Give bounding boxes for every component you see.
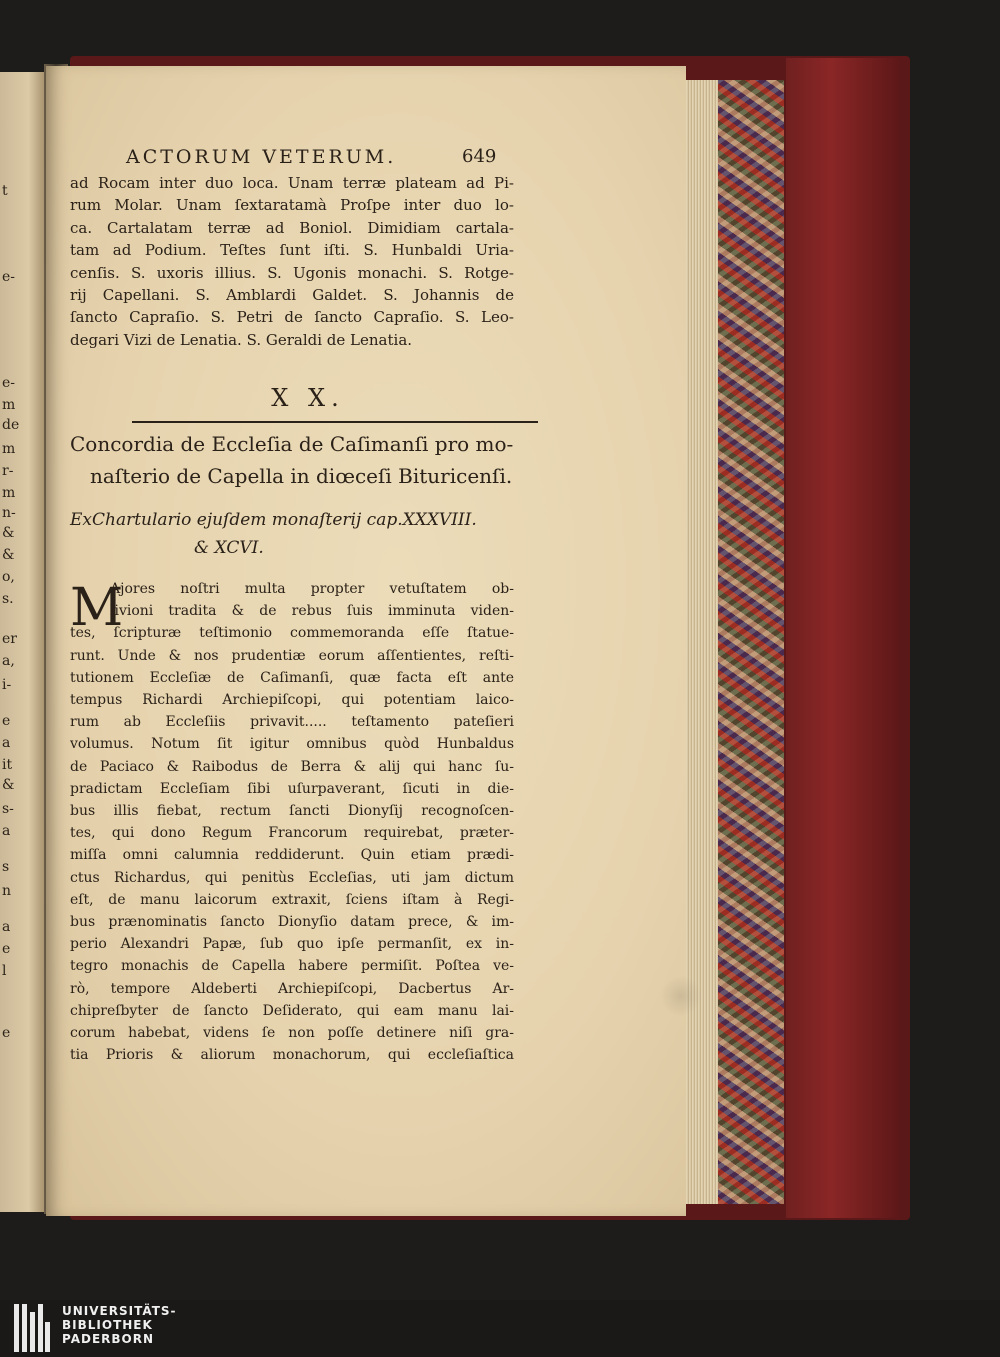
text-line: tempus Richardi Archiepiſcopi, qui potentiam laico-	[70, 692, 514, 709]
left-page-fragment: n-	[2, 505, 16, 521]
left-page-fragment: e-	[2, 269, 16, 285]
page-number: 649	[462, 146, 497, 167]
text-line: perio Alexandri Papæ, ſub quo ipſe permanſit, ex in-	[70, 936, 514, 953]
source-note	[70, 506, 526, 562]
left-page-fragment: e	[2, 941, 11, 957]
left-page-fragment: m	[2, 441, 16, 457]
left-page-fragment: a,	[2, 653, 15, 669]
text-line: cenſis. S. uxoris illius. S. Ugonis monachi. S. Rotge-	[70, 263, 514, 282]
text-line: tia Prioris & aliorum monachorum, qui eccleſiaſtica	[70, 1047, 514, 1064]
left-page-fragment: e-	[2, 375, 16, 391]
paragraph-1	[70, 172, 514, 351]
source-line: ExChartulario ejuſdem monaſterij cap.XXXVIII.	[70, 510, 477, 530]
text-line: miſſa omni calumnia reddiderunt. Quin etiam prædi-	[70, 847, 514, 864]
left-page-fragment: a	[2, 823, 11, 839]
left-page-fragment: o,	[2, 569, 15, 585]
text-line: ſancto Capraſio. S. Petri de ſancto Capraſio. S. Leo-	[70, 308, 514, 327]
section-title	[70, 428, 526, 492]
library-name-line: PADERBORN	[62, 1332, 155, 1346]
section-divider	[132, 421, 538, 423]
library-name-line: BIBLIOTHEK	[62, 1318, 153, 1332]
left-page-fragment: t	[2, 183, 8, 199]
left-page-fragment: m	[2, 485, 16, 501]
text-line: tam ad Podium. Teſtes ſunt iſti. S. Hunbaldi Uria-	[70, 241, 514, 260]
text-line: rum ab Eccleſiis privavit..... teſtamento pateſieri	[70, 714, 514, 731]
left-page-fragment: a	[2, 735, 11, 751]
left-page-fragment: &	[2, 777, 15, 793]
drop-cap: M	[70, 578, 124, 638]
library-name	[62, 1304, 177, 1346]
text-line: bus illis fiebat, rectum ſancti Dionyſij recognoſcen-	[70, 803, 514, 820]
title-line: naſterio de Capella in diœceſi Bituricenſi.	[90, 464, 513, 488]
text-line: tes, qui dono Regum Francorum requirebat, præter-	[70, 825, 514, 842]
text-line: degari Vizi de Lenatia. S. Geraldi de Lenatia.	[70, 330, 413, 349]
text-line: runt. Unde & nos prudentiæ eorum aſſentientes, reſti-	[70, 647, 514, 664]
right-page	[46, 66, 686, 1216]
left-page-fragment: i-	[2, 677, 12, 693]
text-line: ad Rocam inter duo loca. Unam terræ plateam ad Pi-	[70, 174, 514, 192]
left-page-fragment: er	[2, 631, 17, 647]
running-head: ACTORUM VETERUM.	[126, 146, 397, 168]
faint-stamp-mark	[660, 976, 702, 1016]
library-name-line: UNIVERSITÄTS-	[62, 1304, 177, 1318]
left-page-fragment: a	[2, 919, 11, 935]
text-line: rò, tempore Aldeberti Archiepiſcopi, Dacbertus Ar-	[70, 980, 514, 997]
text-line: rij Capellani. S. Amblardi Galdet. S. Johannis de	[70, 286, 514, 305]
text-line: tegro monachis de Capella habere permiſit. Poſtea ve-	[70, 958, 514, 975]
section-number: X X.	[271, 384, 345, 412]
left-page-fragment: r-	[2, 463, 14, 479]
left-page-fragment: &	[2, 525, 15, 541]
left-page-fragment: l	[2, 963, 7, 979]
left-page-fragment: it	[2, 757, 13, 773]
left-page-fragment: e	[2, 1025, 11, 1041]
text-line: chipreſbyter de ſancto Deſiderato, qui eam manu lai-	[70, 1002, 514, 1019]
page-fore-edge	[684, 80, 718, 1204]
left-page-fragment: m	[2, 397, 16, 413]
text-line: tes, ſcripturæ teſtimonio commemoranda eſſe ſtatue-	[70, 625, 514, 642]
text-line: volumus. Notum ſit igitur omnibus quòd Hunbaldus	[70, 736, 514, 753]
library-logo-icon	[14, 1304, 50, 1352]
left-page-fragment: s.	[2, 591, 14, 607]
marbled-endpaper	[716, 80, 784, 1204]
text-line: eſt, de manu laicorum extraxit, ſciens iſtam à Regi-	[70, 891, 514, 908]
text-line: tutionem Eccleſiæ de Caſimanſi, quæ facta eſt ante	[70, 669, 514, 686]
left-page-fragment: s	[2, 859, 10, 875]
text-line: Ajores noſtri multa propter vetuſtatem ob-	[110, 581, 514, 597]
text-line: rum Molar. Unam ſextaratamà Proſpe inter duo lo-	[70, 196, 514, 215]
text-line: livioni tradita & de rebus ſuis imminuta viden-	[110, 603, 514, 620]
text-line: ca. Cartalatam terræ ad Boniol. Dimidiam cartala-	[70, 218, 514, 237]
text-line: corum habebat, videns ſe non poſſe detinere niſi gra-	[70, 1025, 514, 1042]
left-page-fragment: s-	[2, 801, 14, 817]
source-line: & XCVI.	[194, 538, 264, 558]
left-page-fragment: &	[2, 547, 15, 563]
left-page-fragment: de	[2, 417, 20, 433]
text-line: pradictam Eccleſiam ſibi uſurpaverant, ſicuti in die-	[70, 780, 514, 797]
text-line: de Paciaco & Raibodus de Berra & alij qui hanc ſu-	[70, 758, 514, 775]
text-line: bus prænominatis ſancto Dionyſio datam prece, & im-	[70, 914, 514, 931]
title-line: Concordia de Eccleſia de Caſimanſi pro mo-	[70, 432, 514, 456]
cover-edge	[786, 58, 898, 1218]
left-page-fragment: n	[2, 883, 12, 899]
paragraph-2	[70, 578, 514, 1066]
left-page-fragment: e	[2, 713, 11, 729]
text-line: ctus Richardus, qui penitùs Eccleſias, uti jam dictum	[70, 869, 514, 886]
